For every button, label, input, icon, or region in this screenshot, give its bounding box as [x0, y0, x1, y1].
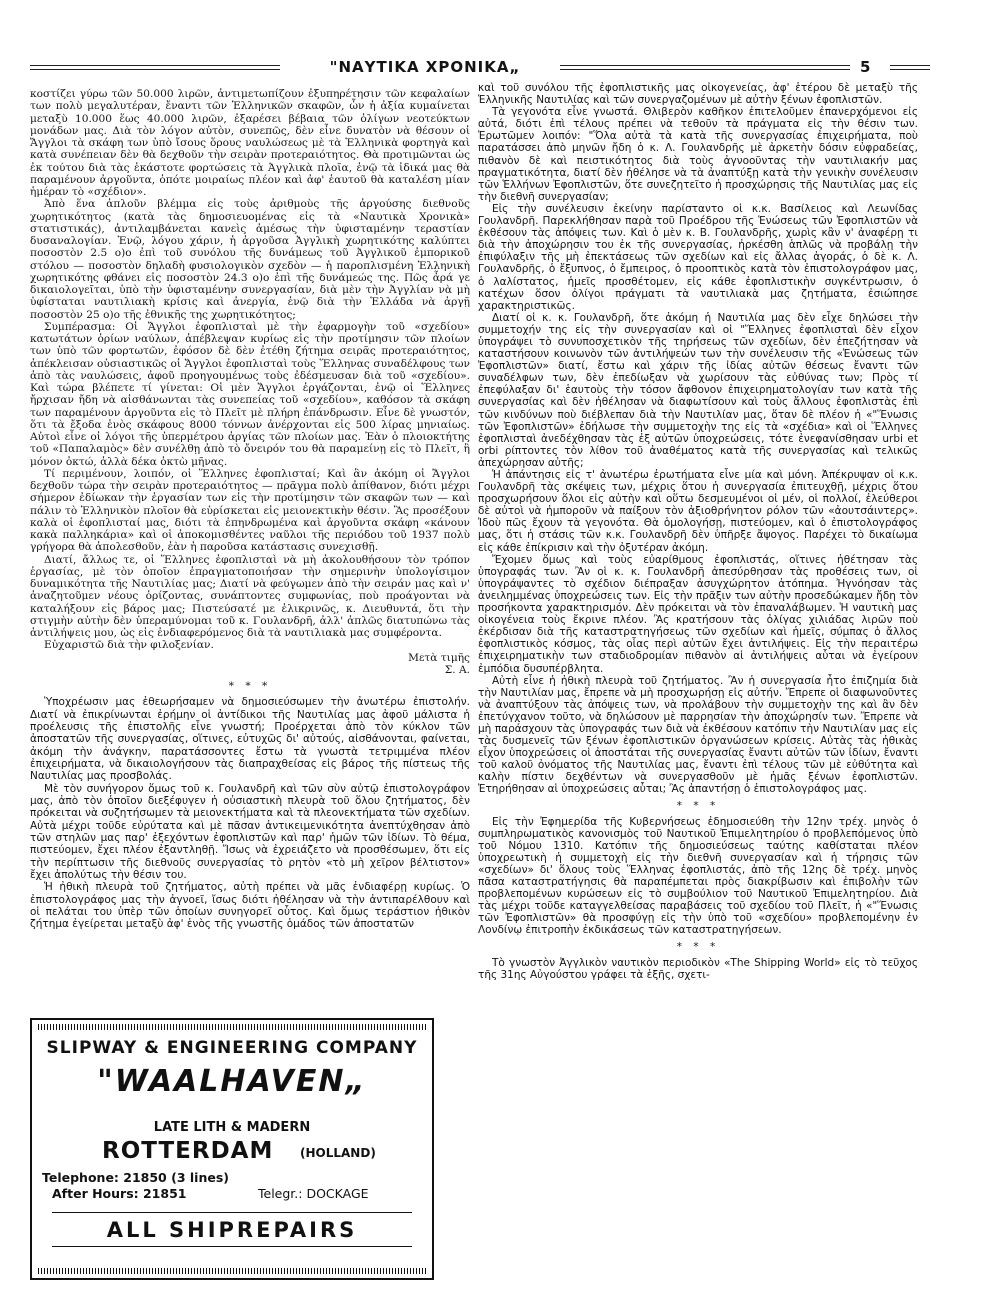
- article-paragraph: Αὐτὴ εἶνε ἡ ἠθικὴ πλευρὰ τοῦ ζητήματος. Ἂν ἡ συνεργασία ἦτο ἐπιζημία διὰ τὴν Ναυτιλίαν μας, ἔπρεπε νὰ μὴ προσχωρήσῃ εἰς αὐτήν. Ἔπρεπε οἱ διαφωνοῦντες νὰ ἀναπτύξουν τὰς ἀπόψεις των, νὰ προλάβουν τὴν συμμετοχὴν της καὶ ἂν δὲν ἐπετύγχανον τοῦτο, νὰ δηλώσουν μὲ παρρησίαν τὴν ἀποχώρησίν των. Ἔπρεπε νὰ μὴ παράσχουν τὰς ὑπογραφάς των διὰ νὰ ἐκθέσουν κατόπιν τὴν Ναυτιλίαν μας εἰς τὰς δυσμενεῖς τῶν ξένων ἐφοπλιστικῶν ὀργανώσεων κρίσεις. Αὐτὰς τὰς ἠθικὰς εἶχον ὑποχρεώσεις οἱ ἀποστάται τῆς συνεργασίας ἔναντι αὐτῶν τῶν ἰδίων, ἔναντι τοῦ καλοῦ ὀνόματος τῆς Ναυτιλίας μας, ἔναντι ἐπὶ τέλους τῶν μὲ εὐθύτητα καὶ καλὴν πίστιν δεχθέντων νὰ συνεργασθοῦν μὲ ἡμᾶς ξένων ἐφοπλιστῶν. Ἐτηρήθησαν αἱ ὑποχρεώσεις αὗται; Ἂς ἀπαντήσῃ ὁ ἐπιστολογράφος μας.: [478, 674, 918, 796]
- article-paragraph: Τί περιμένουν, λοιπόν, οἱ Ἕλληνες ἐφοπλισταί; Καὶ ἂν ἀκόμη οἱ Ἄγγλοι δεχθοῦν τώρα τὴν σειρὰν προτεραιότητος — πρᾶγμα πολὺ ἀπίθανον, διότι μέχρι σήμερον ἐδίωκαν τὴν ἐργασίαν των εἰς τὴν προτίμησιν τῶν σκαφῶν των — καὶ πάλιν τὸ Ἑλληνικὸν πλοῖον θὰ εὑρίσκεται εἰς μειονεκτικὴν θέσιν. Ἃς προσέξουν καλὰ οἱ ἐφοπλισταί μας, διότι τὰ ἐπηνδρωμένα καὶ ἀργοῦντα σκάφη «κάνουν κακὰ παλληκάρια» καὶ οἱ ἀποκομισθέντες ναῦλοι τῆς περιόδου τοῦ 1937 πολὺ γρήγορα θὰ ἀπολεσθοῦν, ἐὰν ἡ παροῦσα κατάστασις συνεχισθῇ.: [30, 467, 470, 554]
- page-header: [30, 58, 920, 78]
- page-number: 5: [860, 58, 871, 76]
- signature-initials: Σ. Α.: [444, 663, 470, 676]
- article-paragraph: Διατί οἱ κ. κ. Γουλανδρῆ, ὅτε ἀκόμη ἡ Ναυτιλία μας δὲν εἶχε δηλώσει τὴν συμμετοχήν της εἰς τὴν συνεργασίαν καὶ οἱ "Ἕλληνες ἐφοπλισταὶ δὲν εἶχον ὑπογράψει τὸ συνυποσχετικὸν τῆς τηρήσεως τῶν σχεδίων, δὲν ἐπεζήτησαν νὰ καταστήσουν κοινωνὸν τῶν ἀντιλήψεών των τὴν συνέλευσιν τῆς «Ἑνώσεως τῶν Ἐφοπλιστῶν» διατί, ἔστω καὶ χάριν τῆς ἰδίας αὐτῶν θέσεως ἔναντι τῶν συναδέλφων των, δὲν ἐπεδίωξαν νὰ χωρίσουν τὰς εὐθύνας των; Πρὸς τί ἐπεφύλαξαν δι' ἑαυτοὺς τὴν τόσον ἄφθονον ἐπιχειρηματολογίαν των κατὰ τῆς συνεργασίας καὶ δὲν ἠθέλησαν νὰ διαφωτίσουν καὶ τοὺς ἄλλους ἐφοπλιστὰς ἐπὶ τῶν κινδύνων ποὺ διέβλεπαν διὰ τὴν Ναυτιλίαν μας, ὅταν δὲ πλέον ἡ «"Ἕνωσις τῶν Ἐφοπλιστῶν» ἐδήλωσε τὴν συμμετοχὴν της εἰς τὰ «σχέδια» καὶ οἱ Ἕλληνες ἐφοπλισταὶ ἀνεδέχθησαν τὰς ἐξ αὐτῶν ὑποχρεώσεις, τότε ἐνεφανίσθησαν urbi et orbi ρίπτοντες τὸν λίθον τοῦ ἀναθέματος κατὰ τῆς συνεργασίας καὶ τελικῶς ἀπεχώρησαν αὐτῆς;: [478, 311, 918, 469]
- header-rule-left: [30, 65, 280, 70]
- ad-divider: [52, 1212, 412, 1213]
- left-column: [30, 88, 470, 931]
- article-paragraph: Διατί, ἄλλως τε, οἱ Ἕλληνες ἐφοπλισταὶ νὰ μὴ ἀκολουθήσουν τὸν τρόπον ἐργασίας, μὲ τὸν ὁποῖον ἐπραγματοποιήσαν τὴν σημερινὴν ὑπολογίσιμον δυναμικότητα τῆς Ναυτιλίας μας; Διατί νὰ φεύγωμεν ἀπὸ τὴν σειράν μας καὶ ν' ἀναζητοῦμεν νέους ὁρίζοντας, συνάπτοντες συμφωνίας, ποὺ προάγονται νὰ καταλήξουν εἰς βάρος μας; Πιστεύσατέ με ἐλικρινῶς, κ. Διευθυντά, ὅτι τὴν στιγμὴν αὐτὴν δὲν ὑπεραμύνομαι τοῦ κ. Γουλανδρῆ, ἀλλ' ἁπλῶς διατυπώνω τὰς ἀντιλήψεις μου, ὡς εἰς ἐνδιαφερόμενος διὰ τὰ ναυτιλιακὰ μας συμφέροντα.: [30, 553, 470, 639]
- publication-title: "ΝΑΥΤΙΚΑ ΧΡΟΝΙΚΑ„: [329, 58, 521, 76]
- signature-closing: Μετὰ τιμῆς: [408, 651, 470, 664]
- section-separator: * * *: [676, 940, 720, 953]
- ad-hatch-border-top: [38, 1024, 426, 1030]
- ad-brand-name: "WAALHAVEN„: [97, 1064, 367, 1099]
- article-paragraph: Μὲ τὸν συνήγορον ὅμως τοῦ κ. Γουλανδρῆ καὶ τῶν σὺν αὐτῷ ἐπιστολογράφον μας, ἀπὸ τὸν ὁποῖον διεξέφυγεν ἡ οὐσιαστικὴ πλευρὰ τοῦ ὅλου ζητήματος, δὲν πρόκειται νὰ συζητήσωμεν τὰ μειονεκτήματα καὶ τὰ πλεονεκτήματα τῶν σχεδίων. Αὐτὰ μέχρι τοῦδε εὐρύτατα καὶ μὲ πᾶσαν ἀντικειμενικότητα ἀνεπτύχθησαν ἀπὸ τῶν στηλῶν μας παρ' ἐξεχόντων ἐφοπλιστῶν καὶ παρ' ἡμῶν τῶν ἰδίων. Τὸ θέμα, πιστεύομεν, ἔχει πλέον ἐξαντληθῇ. Ἴσως νὰ ἐχρειάζετο νὰ προσθέσωμεν, ὅτι εἰς τὴν περίπτωσιν τῆς διεθνοῦς συνεργασίας τὸ ρητὸν «τὸ μὴ χεῖρον βέλτιστον» ἔχει ἀπολύτως τὴν θέσιν του.: [30, 782, 470, 882]
- ad-divider: [52, 1246, 412, 1247]
- article-paragraph: Ὑποχρέωσιν μας ἐθεωρήσαμεν νὰ δημοσιεύσωμεν τὴν ἀνωτέρω ἐπιστολήν. Διατί νὰ ἐπικρίνωνται ἐρήμην οἱ ἀντίδικοι τῆς Ναυτιλίας μας ἀφοῦ μάλιστα ἡ προέλευσις τῆς ἐπιστολῆς εἶνε γνωστή; Προέρχεται ἀπὸ τὸν κύκλον τῶν ἀποστατῶν τῆς συνεργασίας, οἵτινες, εὐτυχῶς δι' αὐτούς, αἰσθάνονται, φαίνεται, ἀκόμη τὴν ἀνάγκην, παρατάσσοντες ἔστω τὰ γνωστὰ τετριμμένα πλέον ἐπιχειρήματα, νὰ δικαιολογήσουν τὰς διαπραχθείσας εἰς βάρος τῆς πίστεως τῆς Ναυτιλίας μας προσβολάς.: [30, 696, 470, 783]
- article-paragraph: Τὰ γεγονότα εἶνε γνωστά. Θλιβερὸν καθῆκον ἐπιτελοῦμεν ἐπανερχόμενοι εἰς αὐτά, διότι ἐπὶ τέλους πρέπει νὰ τεθοῦν τὰ πράγματα εἰς τὴν θέσιν των. Ἐρωτῶμεν λοιπόν: "Ὅλα αὐτὰ τὰ κατὰ τῆς συνεργασίας ἐπιχειρήματα, ποὺ παρατάσσει ἀπὸ μηνῶν ἤδη ὁ κ. Λ. Γουλανδρῆς μὲ ἀρκετὴν δόσιν εὐφραδείας, πιθανὸν δὲ καὶ πειστικότητος διὰ τοὺς ἀγνοοῦντας τὴν ναυτιλιακήν μας πραγματικότητα, διατί δὲν ἠθέλησε νὰ τὰ ἀναπτύξῃ κατὰ τὴν γενικὴν συνέλευσιν τῶν Ἑλλήνων Ἐφοπλιστῶν, ὅτε συνεζητεῖτο ἡ προσχώρησις τῆς Ναυτιλίας μας εἰς τὴν διεθνῆ συνεργασίαν;: [478, 106, 918, 203]
- shipyard-advertisement: [30, 1018, 434, 1280]
- header-rule-tail: [890, 65, 930, 70]
- article-paragraph: Ἡ ἀπάντησις εἰς τ' ἀνωτέρω ἐρωτήματα εἶνε μία καὶ μόνη. Ἀπέκρυψαν οἱ κ.κ. Γουλανδρῆ τὰς σκέψεις των, μέχρις ὅτου ἡ συνεργασία ἐπιτευχθῇ, μέχρις ὅτου προσχωρήσουν ὅλοι εἰς αὐτὴν καὶ οὕτω δεσμευμένοι οἱ μέν, οἱ πολλοί, ἐλεύθεροι δὲ αὐτοὶ νὰ ἠμποροῦν νὰ παίξουν τὸν ἀξιοθρήνητον ρόλον τῶν «ἀουτσάιντερς». Ἰδοὺ πῶς ἔχουν τὰ γεγονότα. Θὰ ὁμολογήσῃ, πιστεύομεν, καὶ ὁ ἐπιστολογράφος μας, ὅτι ἡ στάσις τῶν κ.κ. Γουλανδρῆ δὲν ὑπῆρξε ἄψογος. Παρέχει τὸ δικαίωμα εἰς κάθε ἐπίκρισιν καὶ τὴν ὀξυτέραν ἀκόμη.: [478, 469, 918, 554]
- ad-former-name: LATE LITH & MADERN: [153, 1120, 311, 1135]
- article-paragraph: κοστίζει γύρω τῶν 50.000 λιρῶν, ἀντιμετωπίζουν ἐξυπηρέτησιν τῶν κεφαλαίων των πολὺ μεγαλυτέραν, ἔναντι τῶν Ἑλληνικῶν σκαφῶν, ὧν ἡ ἀξία κυμαίνεται μεταξὺ 10.000 ἕως 40.000 λιρῶν, ἐξαρέσει βέβαια τῶν ὀλίγων νεοτεύκτων μονάδων μας. Διὰ τὸν λόγον αὐτὸν, συνεπῶς, δὲν εἶνε δυνατὸν νὰ θέσουν οἱ Ἄγγλοι τὰ σκάφη των ὑπὸ ἴσους ὅρους ναυλώσεως μὲ τὰ Ἑλληνικὰ φορτηγὰ καὶ κατὰ συνέπειαν δὲν θὰ δεχθοῦν τὴν σειρὰν προτεραιότητος. Θὰ προτιμῶνται ὡς ἐκ τούτου διὰ τὰς ἑκάστοτε φορτώσεις τὰ Ἀγγλικὰ πλοῖα, ἐνῷ τὰ ἰδικά μας θὰ παραμένουν ἀργοῦντα, ὁπότε μοιραίως πλέον καὶ ἀφ' ἑαυτοῦ θὰ καταλέση μίαν ἡμέραν τὸ «σχέδιον».: [30, 88, 470, 198]
- section-separator: * * *: [676, 799, 720, 812]
- article-paragraph: Ἀπὸ ἕνα ἁπλοῦν βλέμμα εἰς τοὺς ἀριθμοὺς τῆς ἀργούσης διεθνοῦς χωρητικότητος (κατὰ τὰς δημοσιευομένας εἰς τὰ «Ναυτικὰ Χρονικὰ» στατιστικάς), ἀντιλαμβάνεται κανεὶς ἀμέσως τὴν ὑφισταμένην τεραστίαν δυσαναλογίαν. Ἐνῷ, λόγου χάριν, ἡ ἀργοῦσα Ἀγγλικὴ χωρητικότης καλύπτει ποσοστὸν 2.5 ο)ο ἐπὶ τοῦ συνόλου τῆς δυνάμεως τοῦ Ἀγγλικοῦ ἐμπορικοῦ στόλου — ποσοστὸν δηλαδὴ φυσιολογικὸν σχεδὸν — ἡ παροπλισμένη Ἑλληνικὴ χωρητικότης φθάνει εἰς ποσοστὸν 24.3 ο)ο ἐπὶ τῆς δυνάμεώς της. Πῶς ἆρά γε δικαιολογεῖται, ὑπὸ τὴν ὑφισταμένην συνεργασίαν, διὰ μὲν τὴν Ἀγγλίαν νὰ μὴ ὑφίσταται ναυτιλιακὴ κρίσις καὶ ἀνεργία, ἐνῷ διὰ τὴν Ἑλλάδα νὰ ἀργῇ ποσοστὸν 25 ο)ο τῆς ἐθνικῆς της χωρητικότητος;: [30, 198, 470, 321]
- article-paragraph: Εἰς τὴν Ἐφημερίδα τῆς Κυβερνήσεως ἐδημοσιεύθη τὴν 12ην τρέχ. μηνὸς ὁ συμπληρωματικὸς κανονισμὸς τοῦ Ναυτικοῦ Ἐπιμελητηρίου ὁ προβλεπόμενος ὑπὸ τοῦ Νόμου 1310. Κατόπιν τῆς δημοσιεύσεως ταύτης καθίσταται πλέον ὑποχρεωτικὴ ἡ συμμετοχὴ εἰς τὴν διεθνῆ συνεργασίαν καὶ ἡ τήρησις τῶν «σχεδίων» δι' ὅλους τοὺς Ἕλληνας ἐφοπλιστάς, ἀπὸ τῆς 12ης δὲ τρέχ. μηνὸς πᾶσα καταστρατήγησις θὰ παραπέμπεται πρὸς διακρίβωσιν καὶ ἐπιβολὴν τῶν προβλεπομένων κυρώσεων εἰς τὸ συμβούλιον τοῦ Ναυτικοῦ Ἐπιμελητηρίου. Διὰ τὰς μέχρι τοῦδε καταγγελθείσας παραβάσεις τοῦ σχεδίου τοῦ Πλεῖτ, ἡ «"Ἕνωσις τῶν Ἐφοπλιστῶν» θὰ προσφύγῃ εἰς τὴν ὑπὸ τοῦ «σχεδίου» προβλεπομένην ἐν Λονδίνῳ ἐπιτροπὴν ἐκδικάσεως τῶν καταστρατηγήσεων.: [478, 815, 918, 937]
- article-paragraph: καὶ τοῦ συνόλου τῆς ἐφοπλιστικῆς μας οἰκογενείας, ἀφ' ἑτέρου δὲ μεταξὺ τῆς Ἑλληνικῆς Ναυτιλίας καὶ τῶν συνεργαζομένων μὲ αὐτὴν ξένων ἐφοπλιστῶν.: [478, 82, 918, 107]
- header-rule-right: [560, 65, 850, 70]
- right-column: [478, 82, 918, 981]
- ad-after-hours: After Hours: 21851: [52, 1186, 187, 1201]
- article-paragraph: Ἡ ἠθικὴ πλευρὰ τοῦ ζητήματος, αὐτὴ πρέπει νὰ μᾶς ἐνδιαφέρῃ κυρίως. Ὁ ἐπιστολογράφος μας τὴν ἀγνοεῖ, ἴσως διότι ἠθέλησαν νὰ τὴν ἀντιπαρέλθουν καὶ οἱ πελάται του ὑπὲρ τῶν ὁποίων συνηγορεῖ οὗτος. Καὶ ὅμως τεράστιον ἠθικὸν ζήτημα ἐγείρεται μεταξὺ ἀφ' ἑνὸς τῆς γνωστῆς ὁμάδος τῶν ἀποστατῶν: [30, 881, 470, 931]
- ad-telegraph: Telegr.: DOCKAGE: [258, 1186, 369, 1201]
- article-paragraph: Τὸ γνωστὸν Ἀγγλικὸν ναυτικὸν περιοδικὸν «The Shipping World» εἰς τὸ τεῦχος τῆς 31ης Αὐγούστου γράφει τὰ ἑξῆς, σχετι-: [478, 956, 918, 981]
- article-paragraph: Εὐχαριστῶ διὰ τὴν φιλοξενίαν.: [44, 639, 214, 652]
- ad-city: ROTTERDAM: [102, 1138, 274, 1164]
- ad-company: SLIPWAY & ENGINEERING COMPANY: [46, 1038, 418, 1058]
- section-separator: * * *: [228, 680, 272, 692]
- ad-country: (HOLLAND): [300, 1146, 376, 1160]
- ad-telephone: Telephone: 21850 (3 lines): [42, 1170, 229, 1185]
- ad-services: ALL SHIPREPAIRS: [106, 1218, 358, 1242]
- article-paragraph: Ἔχομεν ὅμως καὶ τοὺς εὐαρίθμους ἐφοπλιστάς, οἵτινες ἠθέτησαν τὰς ὑπογραφάς των. Ἂν οἱ κ. κ. Γουλανδρῆ ἀπεσύρθησαν τὰς προθέσεις των, οἱ ὑπογράψαντες τὸ σχέδιον διέπραξαν ἀσυγχώρητον ἀτόπημα. Ἠγνόησαν τὰς ἀνειλημμένας ὑποχρεώσεις των. Εἰς τὴν πρᾶξιν των αὐτὴν προσεδώκαμεν ἤδη τὸν προσήκοντα χαρακτηρισμόν. Δὲν πρόκειται νὰ τὸν ἐπαναλάβωμεν. Ἡ ναυτικὴ μας οἰκογένεια τοὺς ἔκρινε πλέον. Ἂς κρατήσουν τὰς ὀλίγας χιλιάδας λιρῶν ποὺ ἐκέρδισαν διὰ τῆς καταστρατηγήσεως τῶν σχεδίων καὶ ἡμεῖς, σύμπας ὁ ἄλλος ἐφοπλιστικὸς κόσμος, τὰς οἷας περὶ αὐτῶν ἔχει ἀντιλήψεις. Εἰς τὴν περαιτέρω ἐπιχειρηματικὴν των σταδιοδρομίαν πιθανὸν αἱ ἀντιλήψεις αὗται νὰ ἐγείρουν ἐμπόδια δυσυπέρβλητα.: [478, 553, 918, 675]
- ad-hatch-border-bottom: [38, 1268, 426, 1274]
- article-paragraph: Εἰς τὴν συνέλευσιν ἐκείνην παρίσταντο οἱ κ.κ. Βασίλειος καὶ Λεωνίδας Γουλανδρῆ. Παρεκλήθησαν παρὰ τοῦ Προέδρου τῆς Ἑνώσεως τῶν Ἐφοπλιστῶν νὰ ἐκθέσουν τὰς ἀπόψεις των. Καὶ ὁ μὲν κ. Β. Γουλανδρῆς, χωρὶς κἂν ν' ἀναφέρῃ τι διὰ τὴν ἀποχώρησιν του ἐκ τῆς συνεργασίας, ἠρκέσθη ἁπλῶς νὰ προβάλῃ τὴν ἐπιφύλαξιν τῆς μὴ ἐπεκτάσεως τῶν σχεδίων καὶ εἰς ἄλλας ἀγοράς, ὁ δὲ κ. Λ. Γουλανδρῆς, ὁ ἔξυπνος, ὁ ἔμπειρος, ὁ προοπτικὸς κατὰ τὸν ἐπιστολογράφον μας, ὁ λαλίστατος, ἡμεῖς προσθέτομεν, εἰς κάθε ἐφοπλιστικὴν συγκέντρωσιν, ὁ κατέχων ὅσον ὀλίγοι πράγματι τὰ ναυτιλιακὰ μας ζητήματα, ἐσιώπησε χαρακτηριστικῶς.: [478, 202, 918, 312]
- editorial-response: [30, 696, 470, 931]
- article-paragraph: Συμπέρασμα: Οἱ Ἄγγλοι ἐφοπλισταὶ μὲ τὴν ἐφαρμογὴν τοῦ «σχεδίου» κατωτάτων ὁρίων ναύλων, ἀπέβλεψαν κυρίως εἰς τὴν προτίμησιν τῶν πλοίων των ὑπὸ τῶν φορτωτῶν, ἐφόσον δὲ δὲν ἐτέθη ζήτημα σειρᾶς προτεραιότητος, ἀπέκλεισαν οὐσιαστικῶς οἱ Ἄγγλοι ἐφοπλισταὶ τοὺς Ἕλληνας συναδέλφους των ἀπὸ τὰς ναυλώσεις, ἀφοῦ προηγουμένως τοὺς ἐδέσμευσαν διὰ τοῦ «σχεδίου». Καὶ τώρα βλέπετε τί γίνεται: Οἱ μὲν Ἄγγλοι ἐργάζονται, ἐνῷ οἱ Ἕλληνες ἤρχισαν ἤδη νὰ αἰσθάνωνται τὰς συνεπείας τοῦ «σχεδίου», καθόσον τὰ σκάφη των παραμένουν ἀργοῦντα εἰς τὸ Πλεῖτ μὲ πλήρη ἐπάνδρωσιν. Εἶνε δὲ γνωστόν, ὅτι τὰ ἔξοδα ἑνὸς σκάφους 8000 τόννων ἀνέρχονται εἰς 500 λίρας μηνιαίως. Αὐτοὶ εἶνε οἱ λόγοι τῆς ὑπερμέτρου ἀργίας τῶν πλοίων μας. Ἐὰν ὁ πλοιοκτήτης τοῦ «Παπαλαμὸς» δὲν συνέλθῃ ἀπὸ τὸ ὄνειρόν του θὰ παραμείνῃ εἰς τὸ Πλεῖτ, ἢ μόνον ὀκτώ, ἀλλὰ δέκα ὀκτὼ μῆνας.: [30, 320, 470, 468]
